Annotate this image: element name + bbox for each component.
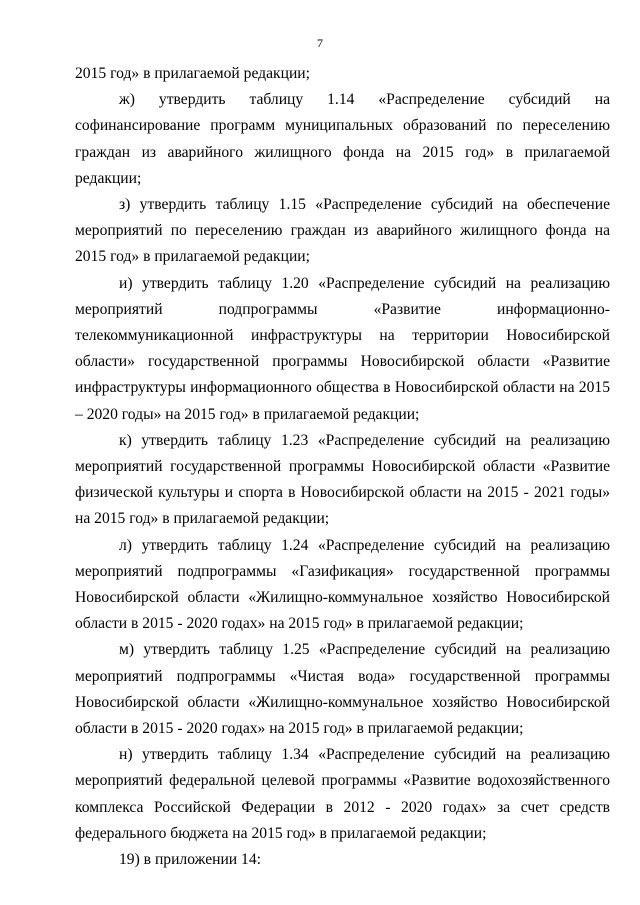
paragraph-item-l: л) утвердить таблицу 1.24 «Распределение субсидий на реализацию мероприятий подпрограммы «Газификация» государственной программы Новосибирской области «Жилищно-коммунальное хозяйство Новосибирской области в 2015 - 2020 годах» на 2015 год» в прилагаемой редакции;: [75, 536, 610, 633]
paragraph-item-i: и) утвердить таблицу 1.20 «Распределение субсидий на реализацию мероприятий подпрограммы «Развитие информационно-телекоммуникационной инфраструктуры на территории Новосибирской области» государственной программы Новосибирской области «Развитие инфраструктуры информационного общества в Новосибирской области на 2015 – 2020 годы» на 2015 год» в прилагаемой редакции;: [75, 274, 610, 423]
paragraph-item-zh: ж) утвердить таблицу 1.14 «Распределение субсидий на софинансирование программ муниципальных образований по переселению граждан из аварийного жилищного фонда на 2015 год» в прилагаемой редакции;: [75, 91, 610, 187]
document-body: [75, 61, 610, 873]
page-number: 7: [317, 36, 323, 50]
paragraph-item-n: н) утвердить таблицу 1.34 «Распределение субсидий на реализацию мероприятий федеральной целевой программы «Развитие водохозяйственного комплекса Российской Федерации в 2012 - 2020 годах» за счет средств федерального бюджета на 2015 год» в прилагаемой редакции;: [75, 746, 610, 842]
paragraph-continuation: 2015 год» в прилагаемой редакции;: [75, 65, 310, 82]
paragraph-item-m: м) утвердить таблицу 1.25 «Распределение субсидий на реализацию мероприятий подпрограммы «Чистая вода» государственной программы Новосибирской области «Жилищно-коммунальное хозяйство Новосибирской области в 2015 - 2020 годах» на 2015 год» в прилагаемой редакции;: [75, 641, 610, 738]
paragraph-item-z: з) утвердить таблицу 1.15 «Распределение субсидий на обеспечение мероприятий по переселению граждан из аварийного жилищного фонда на 2015 год» в прилагаемой редакции;: [75, 196, 610, 266]
paragraph-item-19: 19) в приложении 14:: [119, 851, 261, 869]
paragraph-item-k: к) утвердить таблицу 1.23 «Распределение субсидий на реализацию мероприятий государственной программы Новосибирской области «Развитие физической культуры и спорта в Новосибирской области на 2015 - 2021 годы» на 2015 год» в прилагаемой редакции;: [75, 431, 610, 528]
